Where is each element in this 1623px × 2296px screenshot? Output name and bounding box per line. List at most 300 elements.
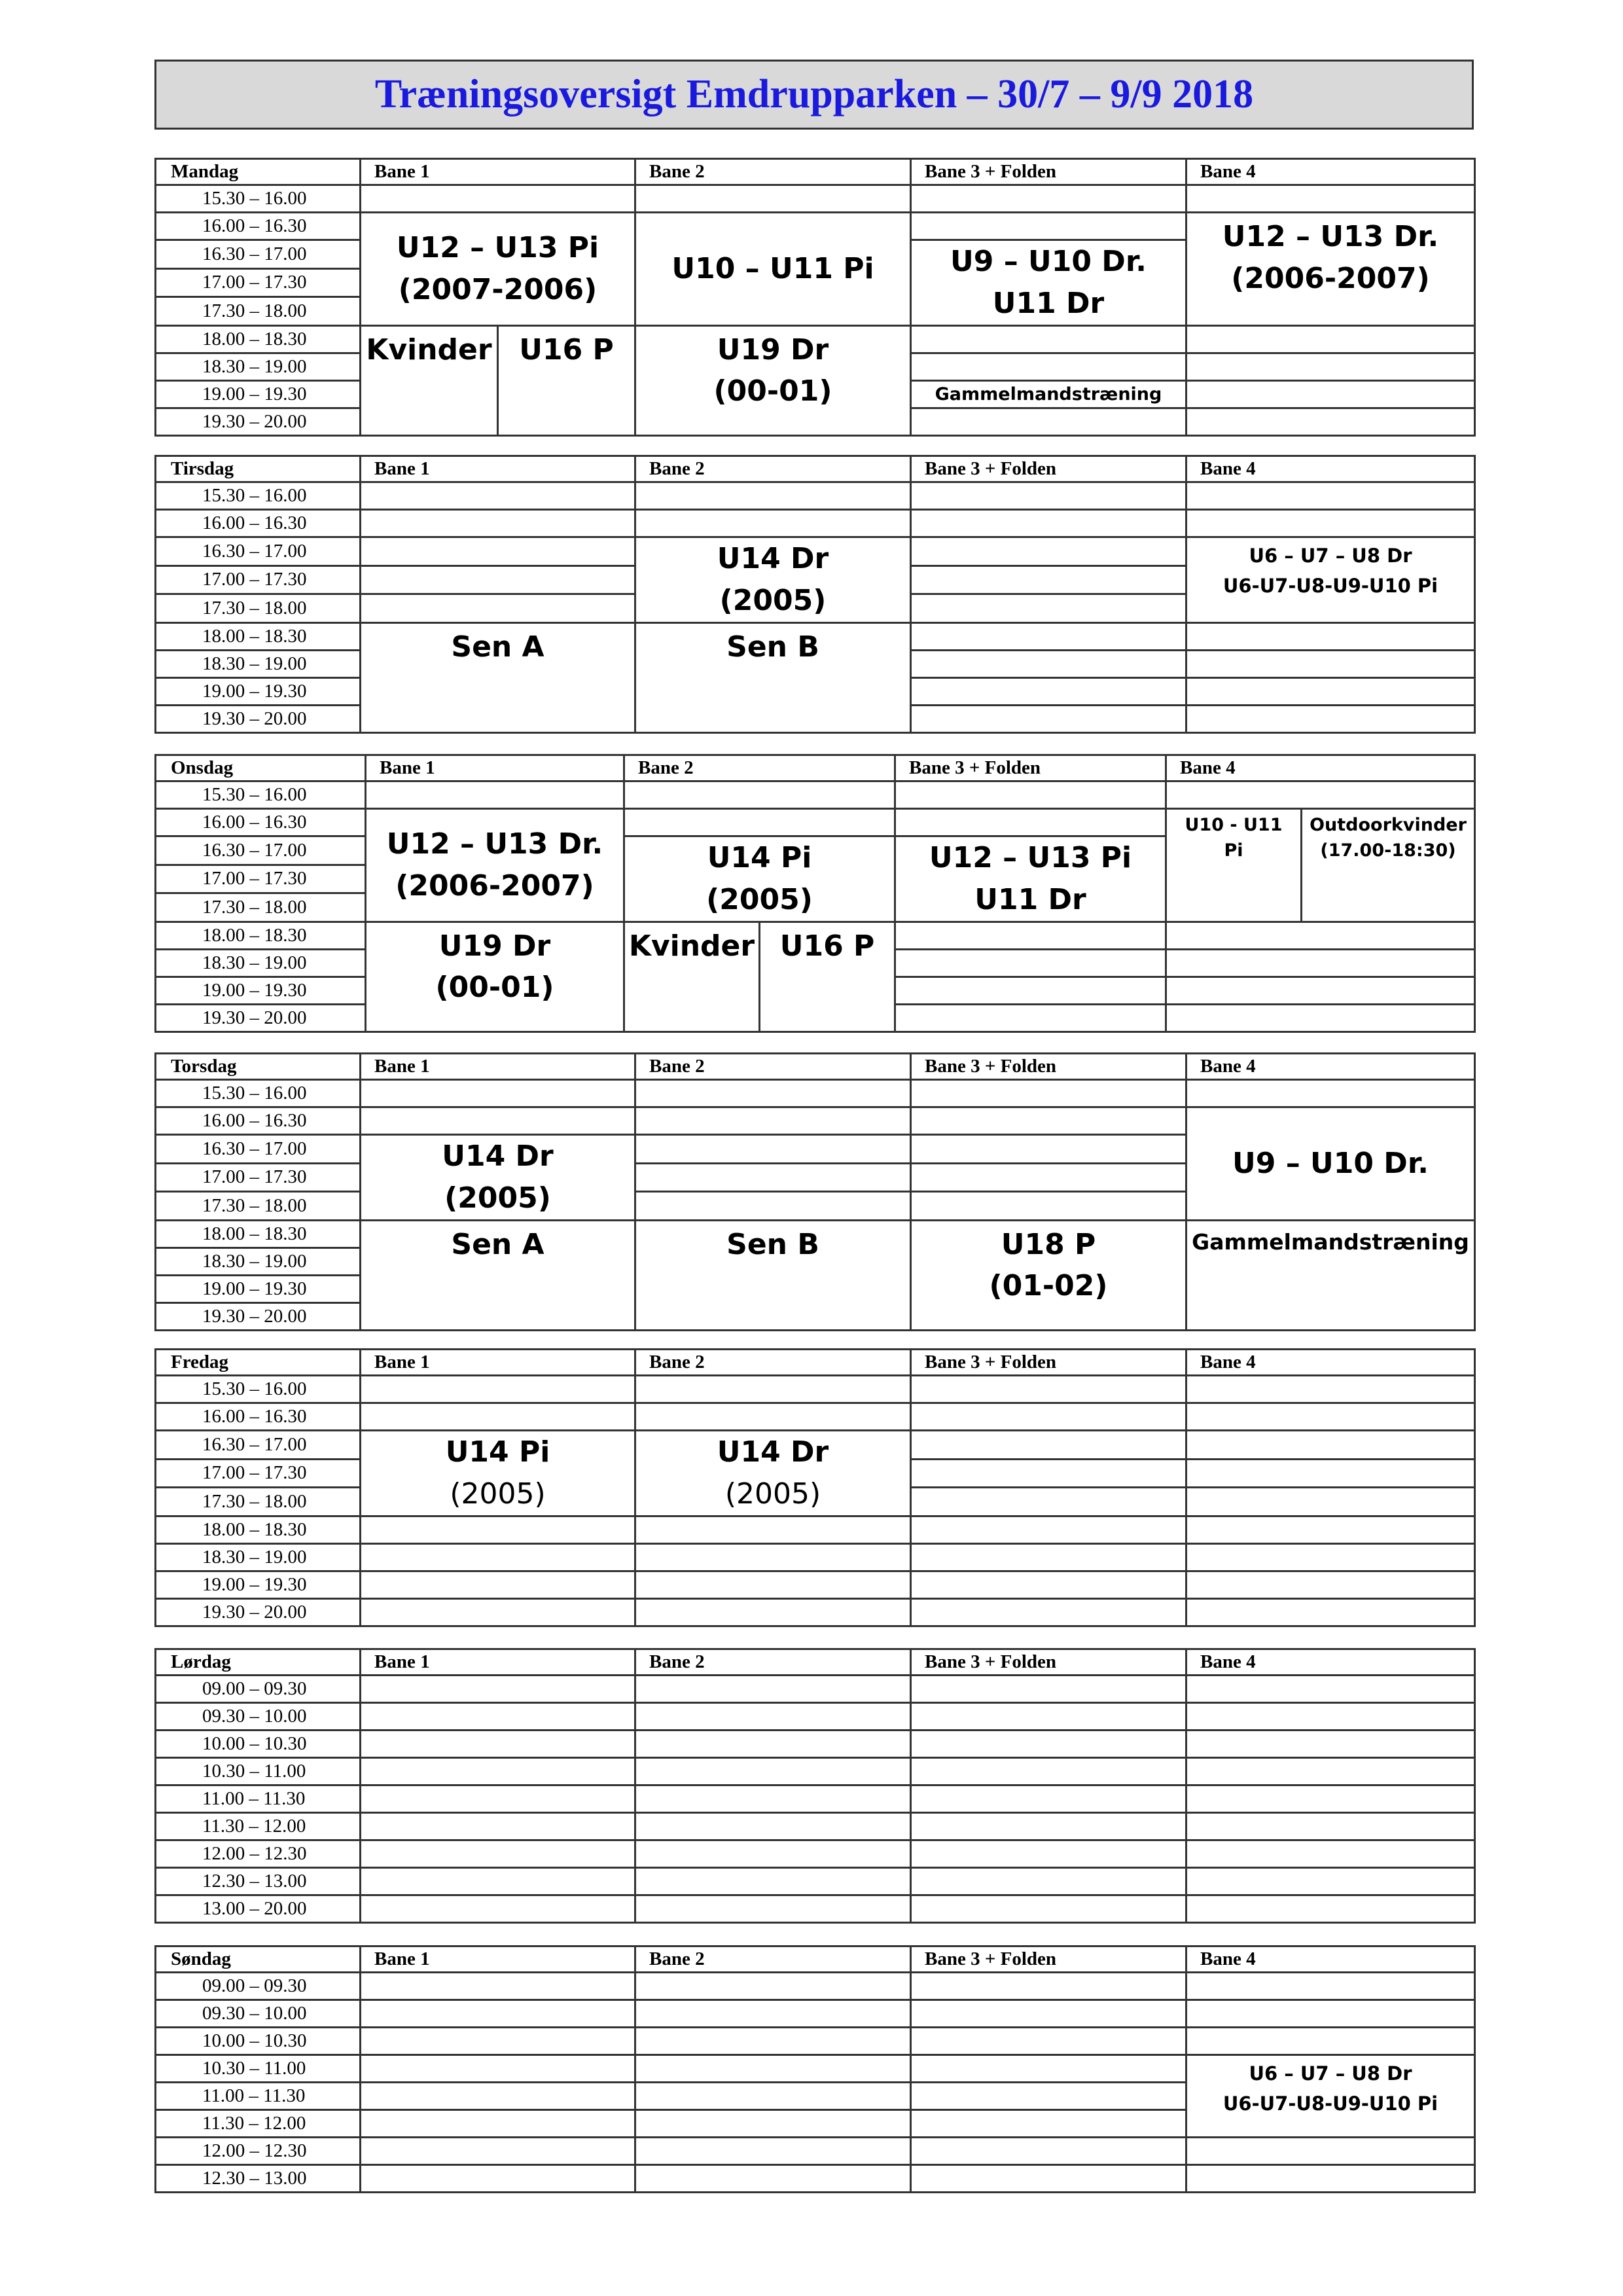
schedule-tirsdag: [154, 455, 1476, 734]
col-bane4: Bane 4: [1186, 456, 1475, 482]
empty-cell: [361, 482, 635, 510]
time-slot: 17.00 – 17.30: [156, 1163, 361, 1192]
page-title: Træningsoversigt Emdrupparken – 30/7 – 9/9 2018: [374, 72, 1254, 117]
empty-cell: [361, 1813, 635, 1840]
time-slot: 10.00 – 10.30: [156, 2028, 361, 2055]
empty-cell: [361, 1895, 635, 1923]
header-row: [156, 1350, 1475, 1376]
time-slot: 19.00 – 19.30: [156, 1571, 361, 1598]
empty-cell: [361, 1543, 635, 1571]
empty-cell: [361, 1703, 635, 1731]
session-year: (2007-2006): [398, 272, 597, 306]
time-slot: 09.00 – 09.30: [156, 1676, 361, 1703]
empty-cell: [911, 1516, 1186, 1543]
empty-cell: [635, 2000, 911, 2028]
empty-cell: [911, 1676, 1186, 1703]
empty-cell: [895, 1004, 1166, 1031]
empty-cell: [911, 1571, 1186, 1598]
session-team: U18 P: [1001, 1227, 1096, 1261]
empty-cell: [1186, 1516, 1475, 1543]
session-team: U10 - U11: [1185, 815, 1283, 835]
time-slot: 10.00 – 10.30: [156, 1731, 361, 1758]
empty-cell: [911, 2138, 1186, 2165]
time-row: [156, 482, 1475, 510]
empty-cell: [1186, 482, 1475, 510]
empty-cell: [1186, 1868, 1475, 1895]
empty-cell: [911, 537, 1186, 566]
empty-cell: [1186, 1571, 1475, 1598]
day-label: Torsdag: [156, 1054, 361, 1080]
session-block: [895, 836, 1166, 922]
time-slot: 15.30 – 16.00: [156, 185, 361, 213]
col-bane1: Bane 1: [361, 1054, 635, 1080]
empty-cell: [911, 1703, 1186, 1731]
session-block: [635, 1220, 911, 1330]
session-year: (00-01): [435, 971, 554, 1005]
empty-cell: [895, 949, 1166, 977]
empty-cell: [1186, 185, 1475, 213]
empty-cell: [911, 2000, 1186, 2028]
time-slot: 17.30 – 18.00: [156, 893, 366, 922]
session-year: (2005): [719, 583, 827, 617]
time-slot: 18.00 – 18.30: [156, 622, 361, 650]
schedule-torsdag: [154, 1052, 1476, 1331]
col-bane1: Bane 1: [361, 1946, 635, 1973]
day-label: Mandag: [156, 159, 361, 185]
session-team: Sen A: [451, 630, 544, 664]
session-team: U6-U7-U8-U9-U10 Pi: [1222, 575, 1438, 598]
empty-cell: [1166, 922, 1475, 949]
header-row: [156, 1946, 1475, 1973]
session-team: U19 Dr: [438, 929, 551, 963]
time-row: [156, 510, 1475, 537]
session-block: [635, 537, 911, 623]
col-bane2: Bane 2: [624, 755, 895, 781]
col-bane4: Bane 4: [1186, 1350, 1475, 1376]
col-bane1: Bane 1: [361, 159, 635, 185]
time-row: [156, 1895, 1475, 1923]
session-team: U16 P: [779, 929, 875, 963]
empty-cell: [635, 2165, 911, 2193]
empty-cell: [1186, 353, 1475, 380]
day-label: Onsdag: [156, 755, 366, 781]
time-slot: 16.30 – 17.00: [156, 240, 361, 269]
schedule-mandag: [154, 158, 1476, 437]
time-slot: 18.30 – 19.00: [156, 1247, 361, 1275]
session-year: (2005): [450, 1477, 546, 1511]
empty-cell: [361, 565, 635, 594]
header-row: [156, 1649, 1475, 1676]
time-row: [156, 1107, 1475, 1135]
empty-cell: [911, 1731, 1186, 1758]
col-bane3: Bane 3 + Folden: [895, 755, 1166, 781]
empty-cell: [361, 1840, 635, 1868]
col-bane1: Bane 1: [361, 456, 635, 482]
col-bane2: Bane 2: [635, 1946, 911, 1973]
time-row: [156, 2055, 1475, 2083]
empty-cell: [911, 1598, 1186, 1626]
session-team: Pi: [1224, 840, 1243, 861]
empty-cell: [361, 2110, 635, 2138]
day-label: Søndag: [156, 1946, 361, 1973]
empty-cell: [1186, 677, 1475, 705]
empty-cell: [635, 1107, 911, 1135]
time-row: [156, 1598, 1475, 1626]
session-team: U6 – U7 – U8 Dr: [1249, 2062, 1412, 2085]
schedule-fredag: [154, 1348, 1476, 1627]
session-team: Sen B: [726, 630, 819, 664]
col-bane1: Bane 1: [361, 1649, 635, 1676]
empty-cell: [635, 510, 911, 537]
time-row: [156, 185, 1475, 213]
session-team: U11 Dr: [974, 882, 1086, 916]
time-slot: 18.00 – 18.30: [156, 922, 366, 949]
empty-cell: [635, 1571, 911, 1598]
empty-cell: [1186, 1376, 1475, 1403]
session-team: U14 Pi: [707, 841, 812, 874]
empty-cell: [361, 1785, 635, 1813]
empty-cell: [1186, 1840, 1475, 1868]
empty-cell: [911, 2110, 1186, 2138]
empty-cell: [911, 353, 1186, 380]
empty-cell: [1186, 1785, 1475, 1813]
col-bane2: Bane 2: [635, 1054, 911, 1080]
time-slot: 19.00 – 19.30: [156, 1275, 361, 1302]
session-block: [361, 213, 635, 326]
col-bane4: Bane 4: [1166, 755, 1475, 781]
time-row: [156, 1703, 1475, 1731]
col-bane3: Bane 3 + Folden: [911, 1054, 1186, 1080]
time-slot: 12.30 – 13.00: [156, 1868, 361, 1895]
empty-cell: [911, 1107, 1186, 1135]
empty-cell: [1186, 622, 1475, 650]
empty-cell: [635, 2110, 911, 2138]
time-slot: 09.00 – 09.30: [156, 1973, 361, 2000]
time-slot: 19.00 – 19.30: [156, 380, 361, 408]
time-slot: 15.30 – 16.00: [156, 1080, 361, 1107]
empty-cell: [1186, 1598, 1475, 1626]
time-row: [156, 537, 1475, 566]
empty-cell: [361, 1731, 635, 1758]
empty-cell: [911, 1488, 1186, 1516]
empty-cell: [635, 1543, 911, 1571]
session-year: (2005): [724, 1477, 821, 1511]
empty-cell: [635, 1403, 911, 1431]
session-block: [624, 922, 760, 1031]
empty-cell: [911, 1785, 1186, 1813]
page-title-box: [154, 60, 1474, 130]
empty-cell: [1186, 1703, 1475, 1731]
empty-cell: [1166, 949, 1475, 977]
col-bane2: Bane 2: [635, 1350, 911, 1376]
time-slot: 10.30 – 11.00: [156, 2055, 361, 2083]
empty-cell: [635, 1080, 911, 1107]
time-slot: 12.00 – 12.30: [156, 1840, 361, 1868]
empty-cell: [361, 1676, 635, 1703]
session-block: [498, 325, 635, 435]
empty-cell: [1186, 510, 1475, 537]
empty-cell: [1186, 1459, 1475, 1488]
empty-cell: [635, 1163, 911, 1192]
col-bane4: Bane 4: [1186, 159, 1475, 185]
empty-cell: [635, 1516, 911, 1543]
session-team: Kvinder: [628, 929, 755, 963]
time-slot: 16.00 – 16.30: [156, 1107, 361, 1135]
time-row: [156, 2165, 1475, 2193]
session-team: U9 – U10 Dr.: [950, 245, 1147, 278]
day-label: Fredag: [156, 1350, 361, 1376]
time-slot: 16.00 – 16.30: [156, 213, 361, 240]
time-slot: 17.00 – 17.30: [156, 565, 361, 594]
time-slot: 11.30 – 12.00: [156, 1813, 361, 1840]
col-bane4: Bane 4: [1186, 1946, 1475, 1973]
session-block: [635, 325, 911, 435]
time-slot: 12.00 – 12.30: [156, 2138, 361, 2165]
time-row: [156, 1676, 1475, 1703]
time-slot: 18.30 – 19.00: [156, 650, 361, 677]
empty-cell: [1186, 1758, 1475, 1785]
empty-cell: [635, 185, 911, 213]
empty-cell: [911, 1840, 1186, 1868]
time-slot: 17.00 – 17.30: [156, 268, 361, 297]
session-block: [911, 380, 1186, 408]
time-row: [156, 325, 1475, 353]
time-slot: 16.30 – 17.00: [156, 537, 361, 566]
empty-cell: [361, 2165, 635, 2193]
empty-cell: [361, 1571, 635, 1598]
empty-cell: [361, 1516, 635, 1543]
empty-cell: [911, 1813, 1186, 1840]
session-time: (17.00-18:30): [1320, 840, 1456, 861]
empty-cell: [635, 482, 911, 510]
time-slot: 11.00 – 11.30: [156, 2083, 361, 2110]
time-slot: 12.30 – 13.00: [156, 2165, 361, 2193]
session-team: U6 – U7 – U8 Dr: [1249, 545, 1412, 567]
time-row: [156, 1376, 1475, 1403]
empty-cell: [1186, 380, 1475, 408]
session-block: [361, 1135, 635, 1221]
session-team: U12 – U13 Dr.: [1222, 220, 1439, 253]
time-slot: 09.30 – 10.00: [156, 2000, 361, 2028]
empty-cell: [911, 1758, 1186, 1785]
session-team: Sen A: [451, 1227, 544, 1261]
time-slot: 18.00 – 18.30: [156, 325, 361, 353]
time-slot: 18.00 – 18.30: [156, 1220, 361, 1247]
session-year: (2005): [706, 882, 813, 916]
time-row: [156, 1571, 1475, 1598]
col-bane2: Bane 2: [635, 456, 911, 482]
empty-cell: [361, 1973, 635, 2000]
time-row: [156, 1220, 1475, 1247]
empty-cell: [635, 1192, 911, 1221]
empty-cell: [911, 510, 1186, 537]
time-slot: 10.30 – 11.00: [156, 1758, 361, 1785]
session-block: [366, 809, 624, 922]
session-team: U14 Dr: [442, 1139, 554, 1173]
empty-cell: [635, 1840, 911, 1868]
time-row: [156, 1868, 1475, 1895]
empty-cell: [1186, 1080, 1475, 1107]
empty-cell: [895, 922, 1166, 949]
empty-cell: [361, 594, 635, 623]
empty-cell: [361, 2138, 635, 2165]
session-team: U12 – U13 Pi: [396, 231, 599, 264]
empty-cell: [1186, 1895, 1475, 1923]
col-bane3: Bane 3 + Folden: [911, 159, 1186, 185]
empty-cell: [635, 1813, 911, 1840]
empty-cell: [911, 2028, 1186, 2055]
time-slot: 16.30 – 17.00: [156, 1135, 361, 1164]
col-bane3: Bane 3 + Folden: [911, 1350, 1186, 1376]
session-team: Outdoorkvinder: [1310, 815, 1467, 835]
time-row: [156, 922, 1475, 949]
empty-cell: [361, 2000, 635, 2028]
empty-cell: [1186, 408, 1475, 435]
session-team: U11 Dr: [992, 286, 1105, 320]
session-block: [1186, 213, 1475, 326]
session-block: [1186, 2055, 1475, 2138]
session-team: U6-U7-U8-U9-U10 Pi: [1222, 2092, 1438, 2115]
session-team: U14 Dr: [717, 542, 829, 575]
time-slot: 16.00 – 16.30: [156, 1403, 361, 1431]
empty-cell: [1186, 1488, 1475, 1516]
empty-cell: [361, 185, 635, 213]
empty-cell: [635, 2083, 911, 2110]
empty-cell: [911, 213, 1186, 240]
day-label: Tirsdag: [156, 456, 361, 482]
header-row: [156, 755, 1475, 781]
session-team: U16 P: [519, 332, 614, 367]
session-block: [635, 213, 911, 326]
session-year: (2005): [444, 1181, 551, 1215]
session-block: [760, 922, 895, 1031]
empty-cell: [624, 809, 895, 836]
time-row: [156, 1785, 1475, 1813]
time-slot: 18.30 – 19.00: [156, 1543, 361, 1571]
empty-cell: [911, 2165, 1186, 2193]
time-slot: 11.00 – 11.30: [156, 1785, 361, 1813]
empty-cell: [635, 1135, 911, 1164]
time-slot: 17.00 – 17.30: [156, 865, 366, 893]
session-block: [911, 240, 1186, 326]
time-row: [156, 781, 1475, 809]
session-block: [1166, 809, 1302, 922]
session-year: (01-02): [989, 1269, 1108, 1303]
empty-cell: [624, 781, 895, 809]
session-team: Kvinder: [366, 332, 492, 367]
time-slot: 17.30 – 18.00: [156, 1488, 361, 1516]
time-slot: 16.00 – 16.30: [156, 809, 366, 836]
empty-cell: [366, 781, 624, 809]
time-slot: 17.30 – 18.00: [156, 297, 361, 326]
time-slot: 19.00 – 19.30: [156, 977, 366, 1004]
empty-cell: [1186, 1676, 1475, 1703]
day-label: Lørdag: [156, 1649, 361, 1676]
empty-cell: [1166, 1004, 1475, 1031]
empty-cell: [635, 1703, 911, 1731]
time-row: [156, 1813, 1475, 1840]
session-block: [1186, 1107, 1475, 1221]
empty-cell: [911, 650, 1186, 677]
time-slot: 16.30 – 17.00: [156, 1431, 361, 1460]
col-bane3: Bane 3 + Folden: [911, 456, 1186, 482]
schedule-loerdag: [154, 1648, 1476, 1924]
empty-cell: [911, 408, 1186, 435]
session-block: [635, 622, 911, 732]
session-year: (2006-2007): [1231, 261, 1430, 295]
empty-cell: [635, 1376, 911, 1403]
empty-cell: [635, 1731, 911, 1758]
empty-cell: [635, 1895, 911, 1923]
col-bane2: Bane 2: [635, 1649, 911, 1676]
header-row: [156, 159, 1475, 185]
time-row: [156, 1431, 1475, 1460]
empty-cell: [635, 1598, 911, 1626]
empty-cell: [635, 1868, 911, 1895]
empty-cell: [911, 1135, 1186, 1164]
time-slot: 19.00 – 19.30: [156, 677, 361, 705]
empty-cell: [895, 977, 1166, 1004]
empty-cell: [1186, 325, 1475, 353]
empty-cell: [361, 1758, 635, 1785]
empty-cell: [1186, 705, 1475, 732]
empty-cell: [895, 809, 1166, 836]
time-slot: 19.30 – 20.00: [156, 1598, 361, 1626]
empty-cell: [635, 1785, 911, 1813]
empty-cell: [911, 1895, 1186, 1923]
empty-cell: [911, 2055, 1186, 2083]
time-row: [156, 1973, 1475, 2000]
time-row: [156, 213, 1475, 240]
empty-cell: [635, 1758, 911, 1785]
empty-cell: [361, 2028, 635, 2055]
session-team: U10 – U11 Pi: [671, 251, 874, 285]
empty-cell: [1186, 1431, 1475, 1460]
empty-cell: [1186, 2165, 1475, 2193]
empty-cell: [635, 1676, 911, 1703]
empty-cell: [361, 537, 635, 566]
time-slot: 15.30 – 16.00: [156, 482, 361, 510]
session-team: U14 Dr: [717, 1435, 829, 1469]
header-row: [156, 456, 1475, 482]
empty-cell: [1186, 1403, 1475, 1431]
schedule-soendag: [154, 1945, 1476, 2193]
time-row: [156, 1543, 1475, 1571]
time-slot: 17.30 – 18.00: [156, 1192, 361, 1221]
time-slot: 18.00 – 18.30: [156, 1516, 361, 1543]
empty-cell: [911, 1080, 1186, 1107]
empty-cell: [361, 2055, 635, 2083]
empty-cell: [635, 2138, 911, 2165]
time-row: [156, 2028, 1475, 2055]
empty-cell: [911, 325, 1186, 353]
schedule-onsdag: [154, 754, 1476, 1033]
time-slot: 17.30 – 18.00: [156, 594, 361, 623]
empty-cell: [361, 1107, 635, 1135]
col-bane4: Bane 4: [1186, 1649, 1475, 1676]
empty-cell: [895, 781, 1166, 809]
empty-cell: [911, 1163, 1186, 1192]
time-slot: 09.30 – 10.00: [156, 1703, 361, 1731]
empty-cell: [635, 2028, 911, 2055]
session-block: [366, 922, 624, 1031]
empty-cell: [1186, 2138, 1475, 2165]
empty-cell: [361, 1868, 635, 1895]
sunday-clip: [0, 1945, 1623, 2189]
session-block: [361, 1220, 635, 1330]
empty-cell: [911, 1376, 1186, 1403]
time-row: [156, 1758, 1475, 1785]
